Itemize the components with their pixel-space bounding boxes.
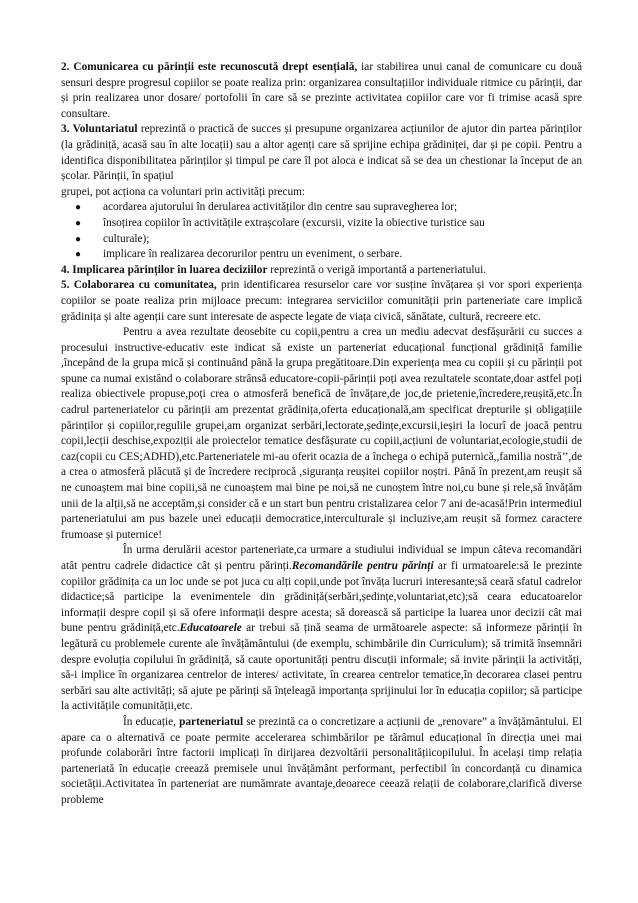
recommendations-parents-label: Recomandările pentru părinți xyxy=(291,560,434,572)
section-5-text: prin identificarea resurselor care vor susține învățarea și vor spori experiența copiilor se poate realiza prin mijloace precum: integrarea serviciilor comunității prin parteneriate care implică grădinița și alte agenții care sunt interesate de aspecte legate de viața civică, sănătate, cultură, recreere etc. xyxy=(61,279,582,323)
list-item xyxy=(75,216,582,232)
section-4-text: reprezintă o verigă importantă a parteneriatului. xyxy=(267,263,487,276)
list-item xyxy=(75,247,582,263)
section-2-text: iar stabilirea unui canal de comunicare cu două sensuri despre progresul copiilor se poate realiza prin: organizarea consultațiilor individuale ritmice cu părinții, dar și prin realizarea unor dosare/ portofolii în care să se prezinte activitatea copiilor care vor fi trimise acasă spre consultare. xyxy=(61,61,582,120)
list-item-text: implicare în realizarea decorurilor pentru un eveniment, o serbare. xyxy=(103,248,403,261)
section-4-heading: 4. Implicarea părinților în luarea deciziilor xyxy=(61,263,268,276)
partnership-keyword: parteneriatul xyxy=(179,715,244,728)
recommendations-teachers-label: Educatoarele xyxy=(179,622,242,635)
voluntariat-bullet-list xyxy=(61,200,582,262)
list-item xyxy=(75,232,582,248)
list-item-text: acordarea ajutorului în derularea activităților din centre sau supravegherea lor; xyxy=(103,201,458,214)
section-2-heading: 2. Comunicarea cu părinții este recunoscută drept esențială, xyxy=(61,61,358,73)
section-3-paragraph xyxy=(61,122,582,184)
recommendations-parents-text: ar fi urmatoarele:să le prezinte copiilor grădinița ca un loc unde se pot juca cu alți copii,unde pot învăța lucruri interesante;să ceară sfatul cadrelor didactice;să participe la evenimentele din grădiniță(serbări,ședințe,voluntariat,etc);să ceara educatoarelor informații despre copil și să ofere informații despre acesta; să dorească să participe la luarea unor decizii cât mai bune pentru grădiniță,etc. xyxy=(61,560,583,635)
experience-paragraph: Pentru a avea rezultate deosebite cu copii,pentru a crea un mediu adecvat desfășurării cu succes a procesului instructive-educativ este indicat să existe un parteneriat educațional funcțional grădiniță familie ,începând de la grupa mică și continuând până la grupa pregătitoare.Din experiența mea cu copiii și cu părinții pot spune ca numai existând o colaborare strânsă educatore-copii-părinții poți avea rezultatele scontate,doar astfel poți realiza obiectivele propuse,poți crea o atmosferă benefică de învățare,de joc,de prietenie,încredere,reușită,etc.În cadrul parteneriatelor cu părinții am prezentat grădinița,oferta educațională,am specificat drepturile și obligațiile părinților și copiilor,regulile grupei,am organizat serbări,lectorate,ședințe,excursii,ieșiri la locurî de joacă pentru copii,lecții deschise,expoziții ale proiectelor tematice desfășurate cu copiii,acțiuni de voluntariat,ecologie,studii de caz(copii cu CES;ADHD),etc.Parteneriatele mi-au oferit ocazia de a închega o echipă puternică,,familia nostră’’,de a crea o atmosferă plăcută și de încredere reciprocă ,siguranța reușitei copiilor noștri. Până în prezent,am reușit să ne cunoaștem mai bine copiii,să ne cunoaștem mai bine pe noi,să ne cunoștem între noi,cu bune și rele,să învățăm unii de la alții,să ne acceptăm,și consider că e un start bun pentru cristalizarea celor 7 ani de-acasă!Prin intermediul parteneriatului am pus bazele unei educații democratice,interculturale și incluzive,am reușit să formez caractere frumoase și puternice! xyxy=(61,326,582,541)
section-3-text: reprezintă o practică de succes și presupune organizarea acțiunilor de ajutor din partea părinților (la grădiniță, acasă sau în alte locații) sau a altor agenți care să sprijine echipa grădiniței, dar și pe copii. Pentru a identifica disponibilitatea părinților și timpul pe care îl pot aloca e indicat să se dea un chestionar la început de an școlar. Părinții, în spațiul xyxy=(61,123,582,183)
partnership-paragraph xyxy=(61,715,582,809)
section-5-heading: 5. Colaborarea cu comunitatea, xyxy=(61,279,217,292)
partnership-text: se prezintă ca o concretizare a acțiunii de „renovare” a învățământului. El apare ca o alternativă ce poate permite accelerarea schimbărilor pe tărâmul educațional în direcția unei mai profunde colaborări între factorii implicați în dirijarea dezvoltării personalitățiicopilului. În același timp relația parteneriată în educație creează premisele unui învățământ performant, perfectibil în concordanță cu dinamica societății.Activitatea în parteneriat are numămrate avantaje,deoarece ceează relații de colaborare,clarifică diverse probleme xyxy=(61,715,583,806)
section-2-paragraph xyxy=(61,60,582,122)
bullet-icon: ● xyxy=(75,202,82,214)
bullet-icon: ● xyxy=(75,217,82,229)
bullet-icon: ● xyxy=(75,249,82,261)
section-3-heading: 3. Voluntariatul xyxy=(61,123,138,136)
recommendations-intro: În urma derulării acestor parteneriate,ca urmare a studiului individual se impun câteva recomandări atât pentru cadrele didactice cât și pentru părinți. xyxy=(61,544,582,572)
partnership-intro: În educație, xyxy=(123,715,180,728)
list-item xyxy=(75,200,582,216)
section-3-text-continued: grupei, pot acționa ca voluntari prin activități precum: xyxy=(61,185,306,198)
list-item-text: culturale); xyxy=(103,232,150,245)
section-5-paragraph xyxy=(61,278,582,325)
section-4-paragraph xyxy=(61,263,582,279)
recommendations-paragraph xyxy=(61,543,582,715)
recommendations-teachers-text: ar trebui să țină seama de următoarele aspecte: să informeze părinții în legătură cu problemele curente ale învățământului (de exemplu, schimbările din Curriculum); să trimită însemnări despre evoluția copilului în grădiniță, să caute oportunități pentru discuții informale; să invite părinții la activități, să-i implice în organizarea centrelor de interes/ activitate, în crearea centrelor tematice,în decorarea clasei pentru serbări sau alte activități; să ajute pe părinți să înțeleagă importanța sprijinului lor în educația copiilor; să participe la activitățile comunității,etc. xyxy=(61,622,582,713)
list-item-text: însoțirea copiilor în activitățile extrașcolare (excursii, vizite la obiective turistice sau xyxy=(103,216,485,229)
bullet-icon: ● xyxy=(75,233,82,245)
